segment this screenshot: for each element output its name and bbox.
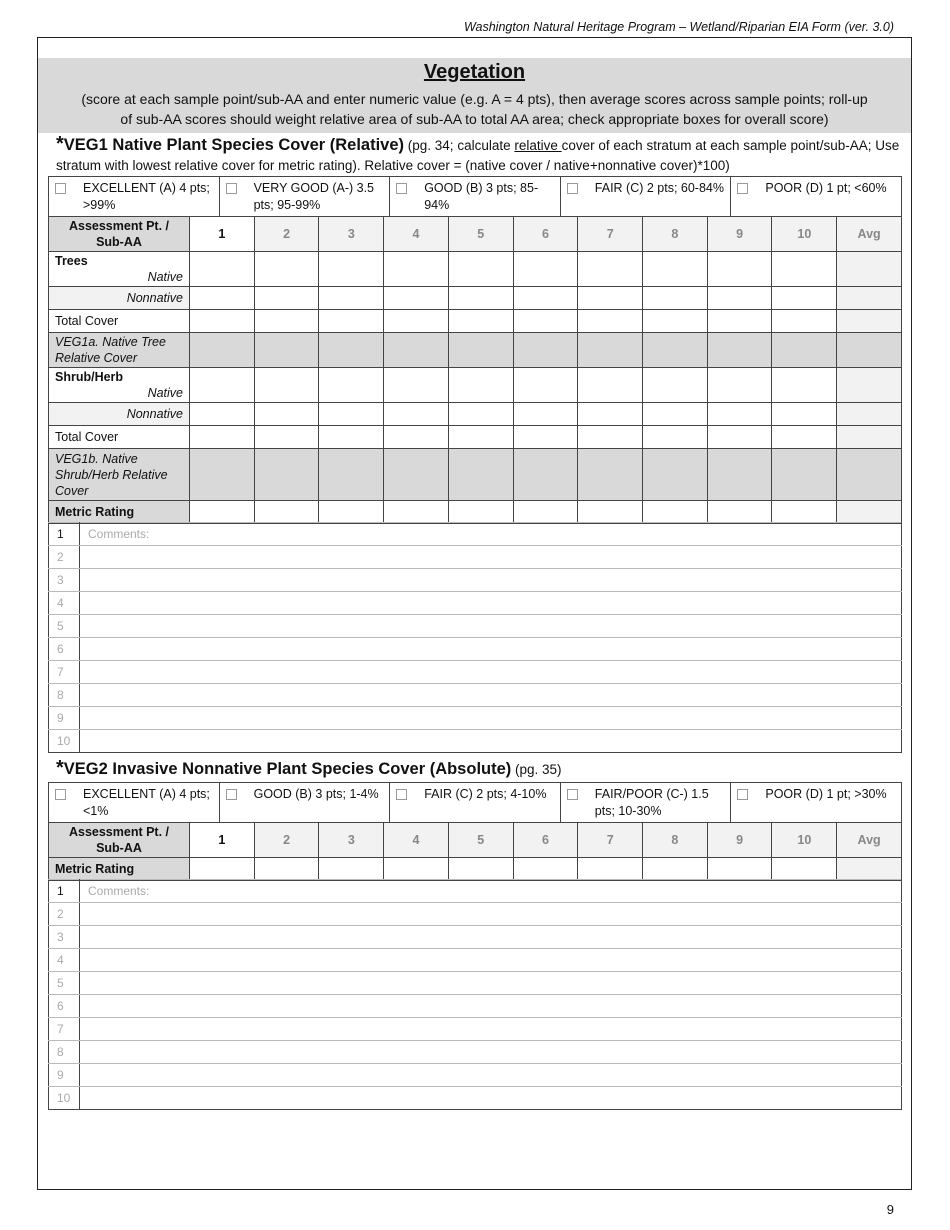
veg1-title: VEG1 Native Plant Species Cover (Relative): [63, 136, 405, 154]
score-cell[interactable]: [254, 333, 319, 368]
score-cell[interactable]: [707, 368, 772, 403]
column-header: 10: [772, 823, 837, 858]
score-cell[interactable]: [643, 252, 708, 287]
score-cell[interactable]: [513, 252, 578, 287]
row-label-veg1a: VEG1a. Native Tree Relative Cover: [49, 333, 190, 368]
checkbox-icon[interactable]: [396, 789, 407, 800]
score-cell[interactable]: [448, 333, 513, 368]
comment-field[interactable]: Comments:: [80, 880, 902, 903]
comment-row: [49, 903, 902, 926]
comment-field[interactable]: [80, 1018, 902, 1041]
row-label-total-cover: Total Cover: [49, 426, 190, 449]
veg2-option[interactable]: FAIR/POOR (C-) 1.5 pts; 10-30%: [560, 783, 731, 825]
score-cell[interactable]: [448, 426, 513, 449]
score-cell[interactable]: [772, 449, 837, 501]
score-cell[interactable]: [254, 449, 319, 501]
comment-row: [49, 880, 902, 903]
score-cell[interactable]: [319, 403, 384, 426]
comment-row-number: 7: [49, 661, 80, 684]
score-cell[interactable]: [513, 287, 578, 310]
score-cell[interactable]: [643, 368, 708, 403]
comment-row-number: 2: [49, 546, 80, 569]
checkbox-icon[interactable]: [737, 789, 748, 800]
score-cell[interactable]: [707, 449, 772, 501]
comment-row-number: 10: [49, 730, 80, 753]
comment-row: [49, 1018, 902, 1041]
assessment-point-header: Assessment Pt. / Sub-AA: [49, 823, 190, 858]
score-cell[interactable]: [319, 310, 384, 333]
score-cell[interactable]: [643, 501, 708, 524]
score-cell[interactable]: [643, 449, 708, 501]
comment-row: [49, 523, 902, 546]
score-cell[interactable]: [707, 426, 772, 449]
average-cell[interactable]: [837, 426, 902, 449]
assessment-point-header: Assessment Pt. / Sub-AA: [49, 217, 190, 252]
row-label-nonnative: Nonnative: [49, 403, 190, 426]
checkbox-icon[interactable]: [55, 183, 66, 194]
score-cell[interactable]: [254, 252, 319, 287]
row-label-metric-rating: Metric Rating: [49, 501, 190, 524]
veg1-heading: *VEG1 Native Plant Species Cover (Relative) (pg. 34; calculate relative cover of each stratum at each sample point/sub-AA; Use stratum with lowest relative cover for metric rating). Relative cover = (native cover / native+nonnative cover)*100): [56, 133, 900, 173]
score-cell[interactable]: [448, 310, 513, 333]
score-cell[interactable]: [448, 501, 513, 524]
score-cell[interactable]: [448, 858, 513, 881]
score-cell[interactable]: [578, 310, 643, 333]
score-cell[interactable]: [384, 252, 449, 287]
veg1-option[interactable]: GOOD (B) 3 pts; 85-94%: [390, 177, 561, 219]
veg2-title: VEG2 Invasive Nonnative Plant Species Cover (Absolute): [63, 760, 512, 778]
comment-row: [49, 1087, 902, 1110]
average-cell[interactable]: [837, 252, 902, 287]
score-cell[interactable]: [578, 858, 643, 881]
score-cell[interactable]: [384, 368, 449, 403]
column-header: 6: [513, 823, 578, 858]
column-header: 9: [707, 823, 772, 858]
comment-row: [49, 1064, 902, 1087]
score-cell[interactable]: [578, 426, 643, 449]
comment-row-number: 6: [49, 995, 80, 1018]
score-cell[interactable]: [772, 403, 837, 426]
score-cell[interactable]: [319, 287, 384, 310]
comment-row: [49, 638, 902, 661]
comment-row-number: 2: [49, 903, 80, 926]
score-cell[interactable]: [513, 858, 578, 881]
column-header: 10: [772, 217, 837, 252]
comment-row: [49, 569, 902, 592]
score-cell[interactable]: [513, 368, 578, 403]
comment-row: [49, 972, 902, 995]
score-cell[interactable]: [643, 426, 708, 449]
comment-row: [49, 546, 902, 569]
score-cell[interactable]: [643, 287, 708, 310]
column-header: 1: [190, 823, 255, 858]
comment-row: [49, 949, 902, 972]
form-header: Washington Natural Heritage Program – Wetland/Riparian EIA Form (ver. 3.0): [463, 20, 894, 34]
score-cell[interactable]: [707, 287, 772, 310]
veg1-option[interactable]: VERY GOOD (A-) 3.5 pts; 95-99%: [219, 177, 390, 219]
veg2-rating-options: [48, 782, 902, 825]
checkbox-icon[interactable]: [737, 183, 748, 194]
score-cell[interactable]: [319, 449, 384, 501]
score-cell[interactable]: [254, 426, 319, 449]
column-header: 5: [448, 217, 513, 252]
score-cell[interactable]: [384, 858, 449, 881]
section-title: Vegetation: [423, 61, 526, 83]
score-cell[interactable]: [578, 403, 643, 426]
column-header: 9: [707, 217, 772, 252]
column-header: 3: [319, 217, 384, 252]
score-cell[interactable]: [643, 403, 708, 426]
veg2-comments-table: [48, 879, 902, 1110]
comment-field[interactable]: [80, 1087, 902, 1110]
score-cell[interactable]: [707, 310, 772, 333]
score-cell[interactable]: [384, 287, 449, 310]
score-cell[interactable]: [190, 368, 255, 403]
comment-field[interactable]: [80, 1064, 902, 1087]
comment-field[interactable]: [80, 707, 902, 730]
comment-row-number: 5: [49, 972, 80, 995]
score-cell[interactable]: [384, 310, 449, 333]
score-cell[interactable]: [190, 403, 255, 426]
comment-field[interactable]: [80, 903, 902, 926]
comment-field[interactable]: [80, 730, 902, 753]
comment-row-number: 10: [49, 1087, 80, 1110]
comment-row-number: 3: [49, 926, 80, 949]
score-cell[interactable]: [190, 501, 255, 524]
row-label-total-cover: Total Cover: [49, 310, 190, 333]
score-cell[interactable]: [772, 310, 837, 333]
comment-row-number: 8: [49, 1041, 80, 1064]
checkbox-icon[interactable]: [55, 789, 66, 800]
score-cell[interactable]: [319, 858, 384, 881]
score-cell[interactable]: [643, 858, 708, 881]
column-header: Avg: [837, 823, 902, 858]
score-cell[interactable]: [190, 858, 255, 881]
comment-row-number: 9: [49, 1064, 80, 1087]
comment-row-number: 8: [49, 684, 80, 707]
score-cell[interactable]: [707, 403, 772, 426]
score-cell[interactable]: [513, 449, 578, 501]
comment-field[interactable]: [80, 546, 902, 569]
score-cell[interactable]: [254, 368, 319, 403]
score-cell[interactable]: [578, 287, 643, 310]
comment-row: [49, 1041, 902, 1064]
section-instructions: (score at each sample point/sub-AA and enter numeric value (e.g. A = 4 pts), then average scores across sample points; roll-up of sub-AA scores should weight relative area of sub-AA to total AA area; check appropriate boxes for overall score): [81, 91, 868, 127]
checkbox-icon[interactable]: [567, 789, 578, 800]
comment-row-number: 1: [49, 880, 80, 903]
comment-row-number: 1: [49, 523, 80, 546]
vegetation-banner: [38, 58, 911, 133]
comment-field[interactable]: [80, 592, 902, 615]
score-cell[interactable]: [448, 449, 513, 501]
comment-field[interactable]: [80, 684, 902, 707]
score-cell[interactable]: [384, 333, 449, 368]
checkbox-icon[interactable]: [567, 183, 578, 194]
score-cell[interactable]: [319, 501, 384, 524]
checkbox-icon[interactable]: [396, 183, 407, 194]
score-cell[interactable]: [384, 449, 449, 501]
comment-field[interactable]: [80, 1041, 902, 1064]
veg2-option[interactable]: EXCELLENT (A) 4 pts; <1%: [49, 783, 220, 825]
score-cell[interactable]: [707, 333, 772, 368]
comment-row: [49, 615, 902, 638]
veg1-score-table: [48, 216, 902, 524]
score-cell[interactable]: [643, 310, 708, 333]
column-header: 2: [254, 823, 319, 858]
comment-field[interactable]: [80, 638, 902, 661]
average-cell[interactable]: [837, 501, 902, 524]
comment-field[interactable]: Comments:: [80, 523, 902, 546]
row-label-metric-rating: Metric Rating: [49, 858, 190, 881]
veg2-score-table: [48, 822, 902, 881]
checkbox-icon[interactable]: [226, 789, 237, 800]
average-cell[interactable]: [837, 333, 902, 368]
score-cell[interactable]: [513, 501, 578, 524]
comment-field[interactable]: [80, 972, 902, 995]
score-cell[interactable]: [254, 287, 319, 310]
score-cell[interactable]: [384, 403, 449, 426]
row-label-nonnative: Nonnative: [49, 287, 190, 310]
comment-row: [49, 661, 902, 684]
score-cell[interactable]: [190, 252, 255, 287]
score-cell[interactable]: [384, 426, 449, 449]
veg2-option[interactable]: FAIR (C) 2 pts; 4-10%: [390, 783, 561, 825]
score-cell[interactable]: [319, 252, 384, 287]
comment-row: [49, 730, 902, 753]
score-cell[interactable]: [707, 858, 772, 881]
checkbox-icon[interactable]: [226, 183, 237, 194]
page-number: 9: [886, 1202, 894, 1217]
score-cell[interactable]: [319, 426, 384, 449]
comment-row-number: 9: [49, 707, 80, 730]
score-cell[interactable]: [772, 368, 837, 403]
comment-row-number: 7: [49, 1018, 80, 1041]
score-cell[interactable]: [513, 333, 578, 368]
veg1-comments-table: [48, 522, 902, 753]
column-header: 8: [643, 217, 708, 252]
column-header: 7: [578, 823, 643, 858]
score-cell[interactable]: [578, 333, 643, 368]
average-cell[interactable]: [837, 449, 902, 501]
comment-row: [49, 684, 902, 707]
comment-row-number: 5: [49, 615, 80, 638]
score-cell[interactable]: [513, 426, 578, 449]
column-header: 4: [384, 823, 449, 858]
score-cell[interactable]: [578, 252, 643, 287]
score-cell[interactable]: [254, 403, 319, 426]
veg2-heading: *VEG2 Invasive Nonnative Plant Species Cover (Absolute) (pg. 35): [56, 757, 562, 779]
score-cell[interactable]: [448, 252, 513, 287]
score-cell[interactable]: [772, 501, 837, 524]
score-cell[interactable]: [578, 449, 643, 501]
veg1-rating-options: [48, 176, 902, 219]
column-header: Avg: [837, 217, 902, 252]
score-cell[interactable]: [190, 426, 255, 449]
comment-row: [49, 592, 902, 615]
average-cell[interactable]: [837, 310, 902, 333]
score-cell[interactable]: [190, 333, 255, 368]
column-header: 5: [448, 823, 513, 858]
column-header: 7: [578, 217, 643, 252]
comment-row: [49, 926, 902, 949]
column-header: 1: [190, 217, 255, 252]
comment-row-number: 3: [49, 569, 80, 592]
comment-field[interactable]: [80, 661, 902, 684]
score-cell[interactable]: [707, 252, 772, 287]
comment-field[interactable]: [80, 926, 902, 949]
comment-row: [49, 707, 902, 730]
score-cell[interactable]: [190, 287, 255, 310]
score-cell[interactable]: [707, 501, 772, 524]
score-cell[interactable]: [448, 287, 513, 310]
comment-field[interactable]: [80, 615, 902, 638]
comment-row-number: 6: [49, 638, 80, 661]
score-cell[interactable]: [448, 368, 513, 403]
veg1-option[interactable]: POOR (D) 1 pt; <60%: [731, 177, 902, 219]
veg2-option[interactable]: POOR (D) 1 pt; >30%: [731, 783, 902, 825]
comment-field[interactable]: [80, 995, 902, 1018]
score-cell[interactable]: [254, 501, 319, 524]
column-header: 3: [319, 823, 384, 858]
score-cell[interactable]: [254, 310, 319, 333]
score-cell[interactable]: [190, 449, 255, 501]
comment-row-number: 4: [49, 949, 80, 972]
average-cell[interactable]: [837, 287, 902, 310]
score-cell[interactable]: [448, 403, 513, 426]
comment-field[interactable]: [80, 569, 902, 592]
column-header: 6: [513, 217, 578, 252]
score-cell[interactable]: [513, 310, 578, 333]
score-cell[interactable]: [772, 426, 837, 449]
row-label-veg1b: VEG1b. Native Shrub/Herb Relative Cover: [49, 449, 190, 501]
score-cell[interactable]: [319, 368, 384, 403]
score-cell[interactable]: [772, 252, 837, 287]
score-cell[interactable]: [772, 858, 837, 881]
comment-field[interactable]: [80, 949, 902, 972]
score-cell[interactable]: [319, 333, 384, 368]
row-label-trees-native: Trees Native: [49, 252, 190, 287]
score-cell[interactable]: [643, 333, 708, 368]
score-cell[interactable]: [772, 287, 837, 310]
average-cell[interactable]: [837, 403, 902, 426]
row-label-shrub-native: Shrub/Herb Native: [49, 368, 190, 403]
veg1-option[interactable]: FAIR (C) 2 pts; 60-84%: [560, 177, 731, 219]
score-cell[interactable]: [513, 403, 578, 426]
score-cell[interactable]: [254, 858, 319, 881]
score-cell[interactable]: [578, 368, 643, 403]
column-header: 4: [384, 217, 449, 252]
average-cell[interactable]: [837, 858, 902, 881]
veg2-option[interactable]: GOOD (B) 3 pts; 1-4%: [219, 783, 390, 825]
column-header: 2: [254, 217, 319, 252]
comment-row: [49, 995, 902, 1018]
column-header: 8: [643, 823, 708, 858]
average-cell[interactable]: [837, 368, 902, 403]
score-cell[interactable]: [190, 310, 255, 333]
score-cell[interactable]: [772, 333, 837, 368]
score-cell[interactable]: [384, 501, 449, 524]
veg1-option[interactable]: EXCELLENT (A) 4 pts; >99%: [49, 177, 220, 219]
score-cell[interactable]: [578, 501, 643, 524]
comment-row-number: 4: [49, 592, 80, 615]
